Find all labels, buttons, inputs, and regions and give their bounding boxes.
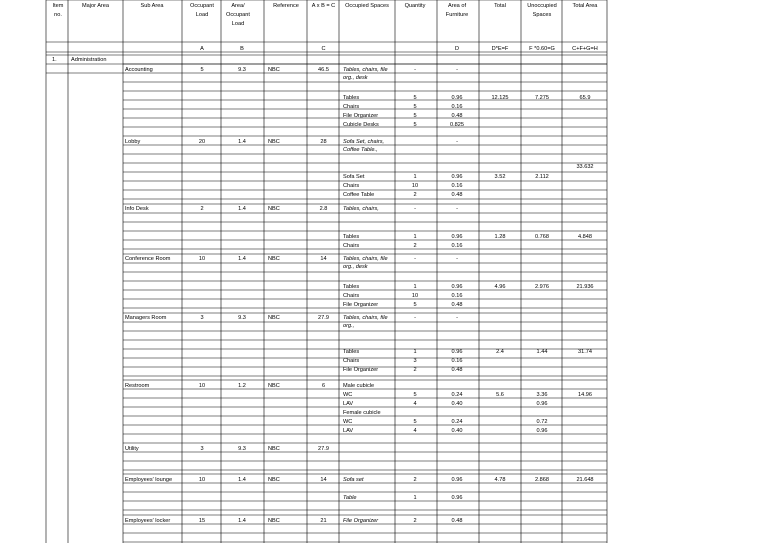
cell-c: 14 — [320, 256, 327, 262]
cell-a: 20 — [198, 139, 206, 145]
cell-occ: Chairs — [343, 358, 360, 364]
letter-a: A — [200, 46, 204, 52]
cell-q: 5 — [413, 419, 417, 425]
cell-occ: File Organizer — [343, 518, 379, 524]
cell-g: 2.868 — [535, 477, 549, 483]
cell-q: 5 — [413, 113, 417, 119]
cell-g: 1.44 — [536, 349, 548, 355]
cell-ref: NBC — [268, 256, 280, 262]
cell-d: 0.40 — [451, 428, 463, 434]
cell-a: 3 — [200, 446, 204, 452]
cell-sub: Managers Room — [125, 315, 167, 321]
cell-h: 31.74 — [578, 349, 592, 355]
cell-occ: Chairs — [343, 293, 360, 299]
cell-occ: WC — [343, 392, 353, 398]
header-total: Total — [494, 3, 506, 9]
cell-d: - — [456, 206, 458, 212]
cell-d: - — [456, 139, 458, 145]
cell-c: 6 — [321, 383, 326, 389]
cell-d: 0.24 — [451, 419, 463, 425]
cell-q: 5 — [413, 122, 417, 128]
header-axbc: A x B = C — [311, 3, 336, 9]
cell-q: 1 — [413, 174, 417, 180]
cell-d: 0.16 — [451, 243, 463, 249]
header-area-of-furniture: Area of Furniture — [445, 3, 469, 18]
cell-b: 9.3 — [238, 446, 246, 452]
cell-b: 1.4 — [238, 139, 246, 145]
cell-q: 5 — [413, 104, 417, 110]
cell-d: 0.24 — [451, 392, 463, 398]
major-area: Administration — [71, 57, 107, 63]
cell-c: 14 — [320, 477, 327, 483]
cell-g: 0.768 — [535, 234, 549, 240]
cell-q: - — [414, 256, 416, 262]
cell-occ: Cubicle Desks — [343, 122, 379, 128]
cell-q: - — [414, 67, 416, 73]
cell-sub: Utility — [125, 446, 139, 452]
cell-occ: WC — [343, 419, 353, 425]
cell-a: 3 — [200, 315, 204, 321]
cell-q: 2 — [413, 192, 417, 198]
cell-q: 2 — [413, 367, 417, 373]
cell-occ: Table — [343, 495, 357, 501]
cell-h: 14.96 — [578, 392, 592, 398]
cell-sub: Accounting — [125, 67, 153, 73]
cell-c: 28 — [320, 139, 327, 145]
cell-d: 0.96 — [451, 477, 463, 483]
cell-d: 0.96 — [451, 284, 463, 290]
cell-c: 2.8 — [319, 206, 328, 212]
header-reference: Reference — [273, 3, 299, 9]
cell-d: 0.48 — [451, 367, 463, 373]
cell-occ: Tables, chairs, — [343, 206, 379, 212]
cell-c: 46.5 — [318, 67, 329, 73]
cell-c: 27.9 — [318, 315, 329, 321]
cell-h: 33.632 — [576, 164, 594, 170]
cell-d: 0.48 — [451, 192, 463, 198]
cell-d: 0.96 — [451, 174, 463, 180]
header-unoccupied-spaces: Unoccupied Spaces — [527, 3, 557, 18]
cell-sub: Restroom — [125, 383, 150, 389]
cell-f: 5.6 — [496, 392, 504, 398]
cell-b: 9.3 — [238, 67, 246, 73]
letter-d: D — [454, 46, 460, 52]
cell-g: 3.36 — [536, 392, 548, 398]
cell-h: 21.648 — [576, 477, 594, 483]
cell-d: 0.96 — [451, 234, 463, 240]
cell-h: 4.848 — [578, 234, 592, 240]
cell-occ: Chairs — [343, 104, 360, 110]
cell-q: - — [414, 206, 416, 212]
cell-q: 10 — [411, 183, 419, 189]
cell-b: 1.4 — [238, 206, 246, 212]
cell-q: 2 — [413, 518, 417, 524]
cell-sub: Employees' locker — [125, 518, 171, 524]
cell-g: 2.112 — [535, 174, 549, 180]
cell-g: 7.275 — [535, 95, 549, 101]
cell-q: 4 — [413, 428, 417, 434]
cell-b: 9.3 — [238, 315, 246, 321]
cell-h: 21.936 — [576, 284, 594, 290]
cell-q: 1 — [413, 284, 417, 290]
cell-d: 0.48 — [451, 302, 463, 308]
cell-d: 0.96 — [451, 95, 463, 101]
cell-g: 0.96 — [536, 428, 548, 434]
cell-occ: Female cubicle — [343, 410, 381, 416]
cell-ref: NBC — [268, 67, 280, 73]
header-occupied-spaces: Occupied Spaces — [345, 3, 389, 9]
letter-b: B — [240, 46, 244, 52]
cell-d: 0.96 — [451, 495, 463, 501]
cell-a: 2 — [200, 206, 204, 212]
cell-d: - — [456, 315, 458, 321]
cell-occ: Chairs — [343, 183, 360, 189]
cell-q: 3 — [413, 358, 417, 364]
cell-occ: Tables — [343, 234, 360, 240]
cell-d: 0.40 — [451, 401, 463, 407]
cell-occ: File Organizer — [343, 113, 379, 119]
cell-a: 10 — [198, 256, 206, 262]
header-occupant-load: Occupant Load — [190, 3, 214, 18]
cell-d: 0.16 — [451, 358, 463, 364]
letter-c: C — [321, 46, 326, 52]
cell-d: 0.48 — [451, 113, 463, 119]
cell-f: 4.78 — [494, 477, 506, 483]
cell-occ: LAV — [343, 401, 354, 407]
cell-occ: Tables — [343, 284, 360, 290]
cell-ref: NBC — [268, 315, 280, 321]
cell-occ: LAV — [343, 428, 354, 434]
cell-ref: NBC — [268, 518, 280, 524]
header-total-area: Total Area — [572, 3, 598, 9]
cell-d: 0.96 — [451, 349, 463, 355]
cell-g: 0.72 — [536, 419, 548, 425]
cell-q: 2 — [413, 243, 417, 249]
cell-sub: Conference Room — [125, 256, 171, 262]
cell-f: 4.96 — [494, 284, 506, 290]
letter-total-area: C+F+G=H — [572, 46, 598, 52]
header-quantity: Quantity — [404, 3, 426, 9]
cell-occ: Tables, chairs, file org., desk — [343, 67, 388, 81]
cell-d: - — [456, 256, 458, 262]
letter-unoccupied: F *0.60=G — [529, 46, 555, 52]
cell-q: 1 — [413, 349, 417, 355]
cell-q: 5 — [413, 392, 417, 398]
cell-q: 10 — [411, 293, 419, 299]
cell-d: 0.16 — [451, 293, 463, 299]
cell-occ: File Organizer — [343, 367, 379, 373]
cell-a: 5 — [200, 67, 204, 73]
cell-f: 2.4 — [496, 349, 504, 355]
header-sub-area: Sub Area — [140, 3, 164, 9]
cell-b: 1.2 — [238, 383, 246, 389]
cell-occ: Coffee Table — [343, 192, 375, 198]
cell-occ: Chairs — [343, 243, 360, 249]
item-number: 1. — [52, 57, 57, 63]
header-major-area: Major Area — [81, 3, 110, 9]
cell-occ: Sofa Set, chairs, Coffee Table., — [343, 139, 385, 153]
cell-d: 0.16 — [451, 183, 463, 189]
cell-occ: Sofa set — [343, 477, 364, 483]
cell-d: 0.16 — [451, 104, 463, 110]
cell-q: - — [414, 315, 416, 321]
cell-c: 21 — [320, 518, 327, 524]
cell-d: 0.48 — [451, 518, 463, 524]
cell-occ: Tables, chairs, file org., desk — [343, 256, 388, 270]
cell-ref: NBC — [268, 477, 280, 483]
cell-occ: Tables — [343, 95, 360, 101]
cell-f: 12.125 — [491, 95, 509, 101]
cell-ref: NBC — [268, 139, 280, 145]
cell-a: 10 — [198, 477, 206, 483]
cell-q: 5 — [413, 302, 417, 308]
cell-g: 0.96 — [536, 401, 548, 407]
cell-c: 27.9 — [318, 446, 329, 452]
cell-q: 1 — [413, 495, 417, 501]
cell-f: 3.52 — [494, 174, 506, 180]
cell-occ: File Organizer — [343, 302, 379, 308]
cell-occ: Tables, chairs, file org., — [343, 315, 388, 329]
cell-b: 1.4 — [238, 477, 246, 483]
cell-ref: NBC — [268, 206, 280, 212]
cell-f: 1.28 — [494, 234, 506, 240]
cell-g: 2.976 — [535, 284, 549, 290]
cell-d: 0.825 — [450, 122, 464, 128]
cell-sub: Info Desk — [125, 206, 149, 212]
cell-ref: NBC — [268, 446, 280, 452]
cell-h: 65.9 — [579, 95, 591, 101]
cell-occ: Male cubicle — [343, 383, 375, 389]
header-item-no: Item no. — [52, 3, 64, 18]
cell-q: 5 — [413, 95, 417, 101]
cell-sub: Lobby — [125, 139, 141, 145]
header-area-per-occupant: Area/ Occupant Load — [226, 3, 250, 27]
cell-occ: Tables — [343, 349, 360, 355]
cell-occ: Sofa Set — [343, 174, 365, 180]
cell-d: - — [456, 67, 458, 73]
cell-q: 1 — [413, 234, 417, 240]
cell-a: 15 — [198, 518, 206, 524]
cell-b: 1.4 — [238, 256, 246, 262]
cell-ref: NBC — [268, 383, 280, 389]
cell-sub: Employees' lounge — [125, 477, 173, 483]
cell-q: 2 — [413, 477, 417, 483]
cell-b: 1.4 — [238, 518, 246, 524]
letter-total: D*E=F — [491, 46, 509, 52]
cell-q: 4 — [413, 401, 417, 407]
cell-a: 10 — [198, 383, 206, 389]
